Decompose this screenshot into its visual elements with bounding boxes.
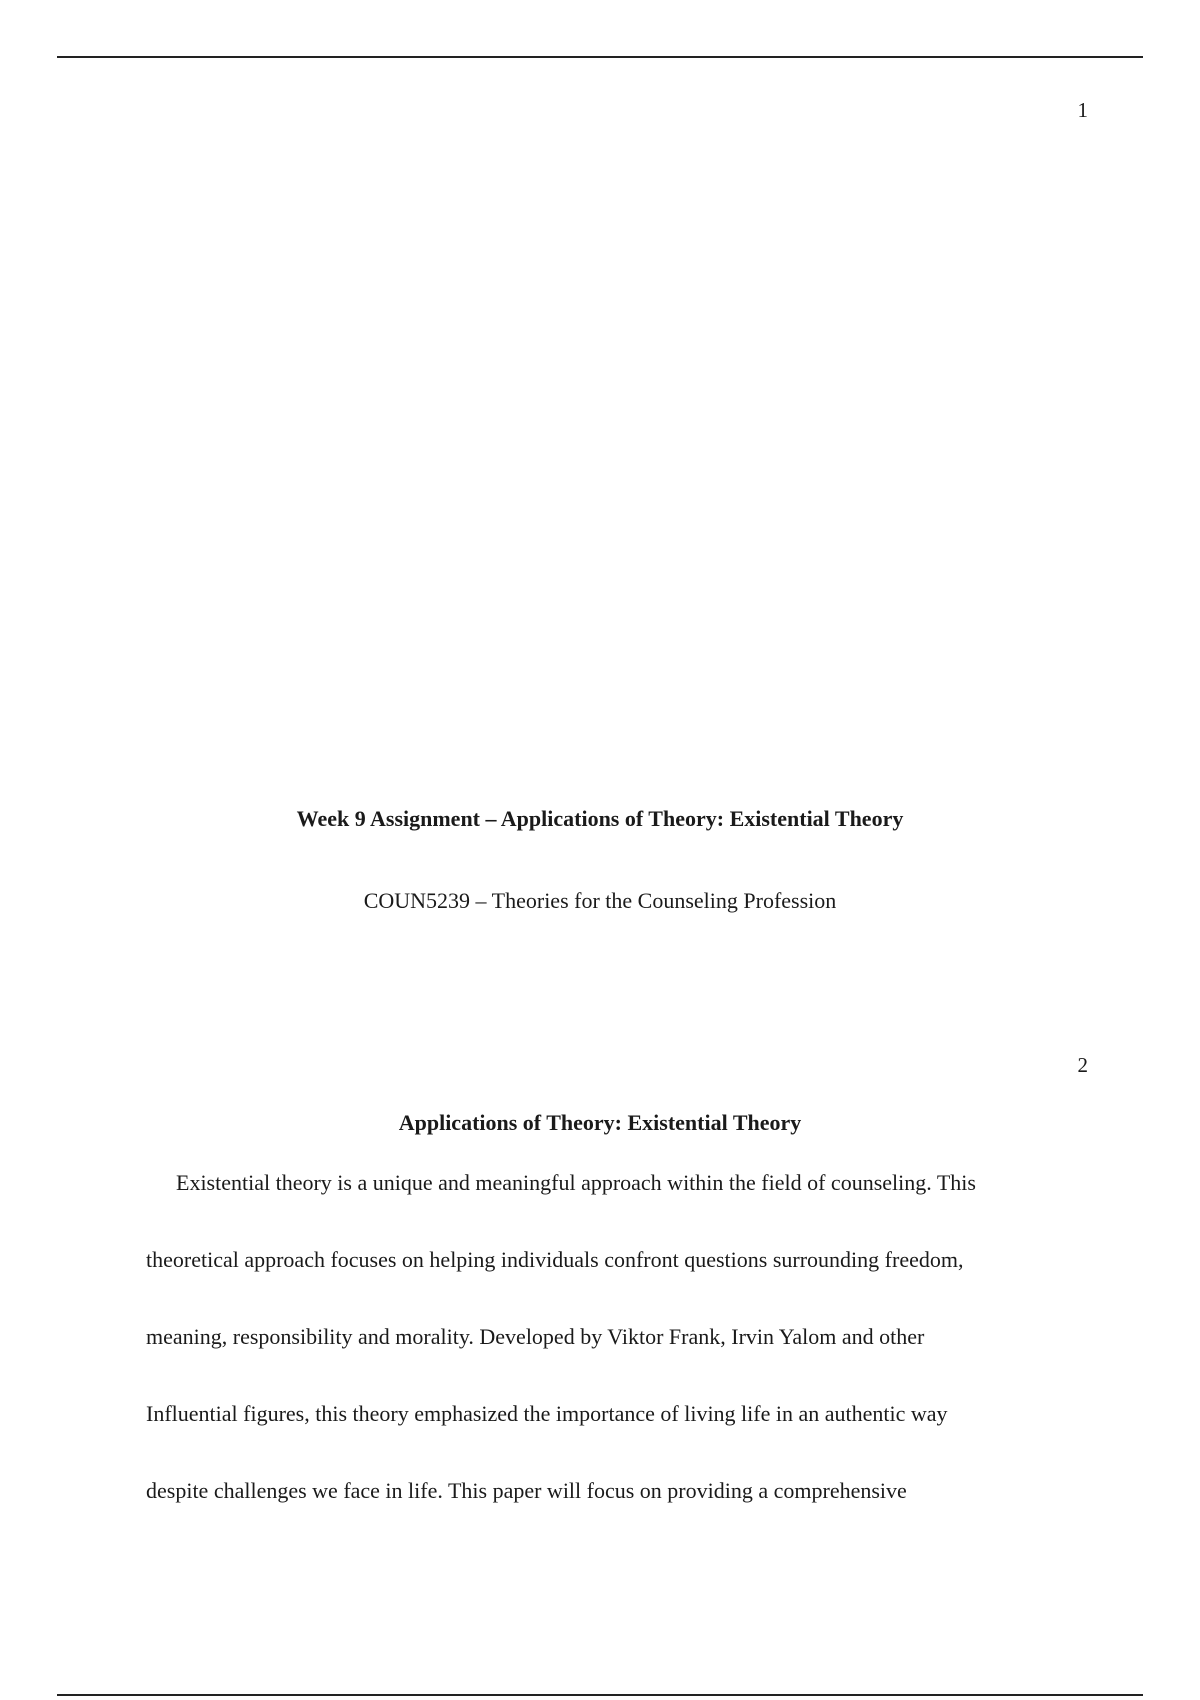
page-number: 2	[1077, 1053, 1088, 1077]
page-number: 1	[1077, 98, 1088, 122]
paragraph-line: meaning, responsibility and morality. Developed by Viktor Frank, Irvin Yalom and other	[146, 1324, 925, 1349]
document-title: Week 9 Assignment – Applications of Theory: Existential Theory	[296, 806, 904, 831]
top-divider	[57, 56, 1143, 58]
bottom-divider	[57, 1694, 1143, 1696]
section-heading: Applications of Theory: Existential Theory	[398, 1110, 802, 1135]
course-name: COUN5239 – Theories for the Counseling Profession	[363, 888, 837, 913]
paragraph-line: Influential figures, this theory emphasized the importance of living life in an authentic way	[146, 1401, 948, 1426]
paragraph-line: despite challenges we face in life. This paper will focus on providing a comprehensive	[146, 1478, 907, 1503]
paragraph-line: theoretical approach focuses on helping individuals confront questions surrounding freedom,	[146, 1247, 964, 1272]
paragraph-line: Existential theory is a unique and meaningful approach within the field of counseling. This	[176, 1170, 976, 1195]
